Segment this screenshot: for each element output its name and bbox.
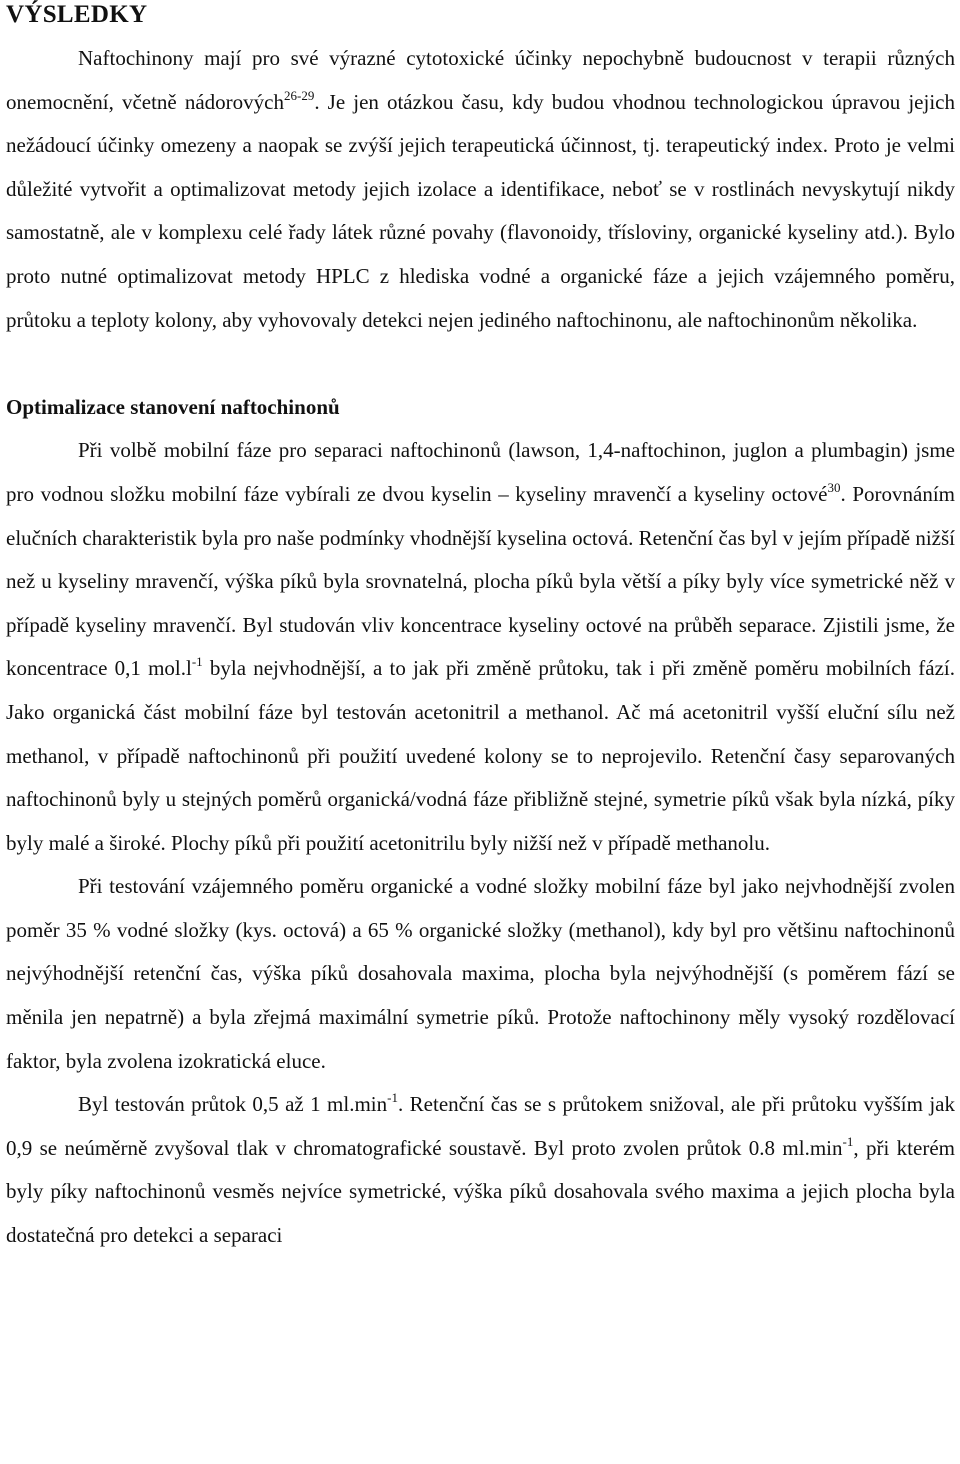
flow-rate-paragraph bbox=[6, 1083, 955, 1257]
intro-text-1: Naftochinony mají pro své výrazné cytotoxické účinky nepochybně budoucnost v terapii různých onemocnění, včetně nádorových bbox=[6, 46, 955, 114]
mobile-phase-text-2: . Porovnáním elučních charakteristik byla pro naše podmínky vhodnější kyselina octová. Retenční čas byl v jejím případě nižší než u kyseliny mravenčí, výška píků byla srovnatelná, plocha píků byla větší a píky byly více symetrické něž v případě kyseliny mravenčí. Byl studován vliv koncentrace kyseliny octové na průběh separace. Zjistili jsme, že koncentrace 0,1 mol.l bbox=[6, 481, 955, 681]
citation-superscript: 26-29 bbox=[283, 87, 315, 103]
intro-text-2: . Je jen otázkou času, kdy budou vhodnou technologickou úpravou jejich nežádoucí účinky omezeny a naopak se zvýší jejich terapeutická účinnost, tj. terapeutický index. Proto je velmi důležité vytvořit a optimalizovat metody jejich izolace a identifikace, neboť se v rostlinách nevyskytují nikdy samostatně, ale v komplexu celé řady látek různé povahy (flavonoidy, třísloviny, organické kyseliny atd.). Bylo proto nutné optimalizovat metody HPLC z hlediska vodné a organické fáze a jejich vzájemného poměru, průtoku a teploty kolony, aby vyhovovaly detekci nejen jediného naftochinonu, ale naftochinonům několika. bbox=[6, 89, 955, 332]
section-heading: Optimalizace stanovení naftochinonů bbox=[6, 394, 340, 419]
ratio-paragraph: Při testování vzájemného poměru organické a vodné složky mobilní fáze byl jako nejvhodnější zvolen poměr 35 % vodné složky (kys. octová) a 65 % organické složky (methanol), kdy byl pro většinu naftochinonů nejvýhodnější retenční čas, výška píků dosahovala maxima, plocha byla nejvýhodnější (s poměrem fází se měnila jen nepatrně) a byla zřejmá maximální symetrie píků. Protože naftochinony měly vysoký rozdělovací faktor, byla zvolena izokratická eluce. bbox=[6, 874, 955, 1073]
intro-paragraph bbox=[6, 37, 955, 342]
unit-superscript: -1 bbox=[191, 654, 203, 670]
mobile-phase-text-3: byla nejvhodnější, a to jak při změně průtoku, tak i při změně poměru mobilních fází. Jako organická část mobilní fáze byl testován acetonitril a methanol. Ač má acetonitril vyšší eluční sílu než methanol, v případě naftochinonů při použití uvedené kolony se to neprojevilo. Retenční časy separovaných naftochinonů byly u stejných poměrů organická/vodná fáze přibližně stejné, symetrie píků však byla nízká, píky byly malé a široké. Plochy píků při použití acetonitrilu byly nižší než v případě methanolu. bbox=[6, 656, 955, 855]
page-heading: VÝSLEDKY bbox=[6, 1, 148, 28]
mobile-phase-paragraph bbox=[6, 429, 955, 865]
unit-superscript: -1 bbox=[842, 1133, 854, 1149]
flow-rate-text-3: , při kterém byly píky naftochinonů vesměs nejvíce symetrické, výška píků dosahovala svého maxima a jejich plocha byla dostatečná pro detekci a separaci bbox=[6, 1135, 955, 1248]
citation-superscript: 30 bbox=[827, 479, 841, 495]
unit-superscript: -1 bbox=[387, 1090, 398, 1106]
mobile-phase-text-1: Při volbě mobilní fáze pro separaci naftochinonů (lawson, 1,4-naftochinon, juglon a plumbagin) jsme pro vodnou složku mobilní fáze vybírali ze dvou kyselin – kyseliny mravenčí a kyseliny octové bbox=[6, 438, 955, 506]
flow-rate-text-2: . Retenční čas se s průtokem snižoval, ale při průtoku vyšším jak 0,9 se neúměrně zvyšoval tlak v chromatografické soustavě. Byl proto zvolen průtok 0.8 ml.min bbox=[6, 1092, 955, 1160]
document-page bbox=[6, 0, 955, 1258]
flow-rate-text-1: Byl testován průtok 0,5 až 1 ml.min bbox=[78, 1092, 388, 1117]
